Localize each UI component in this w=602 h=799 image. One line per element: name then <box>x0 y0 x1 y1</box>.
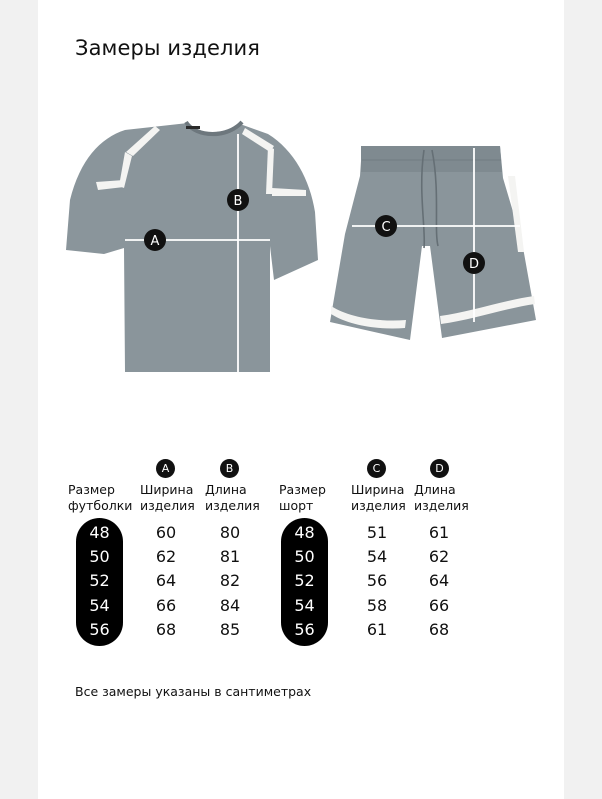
shirt-width-cell: 66 <box>155 596 177 615</box>
shirt-length-cell: 80 <box>219 523 241 542</box>
shorts-illustration <box>330 146 536 340</box>
shirt-length-header: Длина изделия <box>205 482 260 513</box>
shirt-width-cell: 68 <box>155 620 177 639</box>
shirt-width-cell: 64 <box>155 571 177 590</box>
marker-c-label: C <box>381 220 391 235</box>
shorts-size-cell: 54 <box>294 596 315 615</box>
shirt-width-cell: 62 <box>155 547 177 566</box>
shorts-length-cell: 61 <box>428 523 450 542</box>
header-badge-d: D <box>430 459 449 478</box>
tshirt-illustration <box>66 122 318 372</box>
shirt-size-column <box>76 518 123 646</box>
shorts-size-cell: 48 <box>294 523 315 542</box>
marker-b-label: B <box>233 194 243 209</box>
shorts-width-cell: 56 <box>366 571 388 590</box>
shorts-size-cell: 56 <box>294 620 315 639</box>
shirt-size-cell: 52 <box>89 571 110 590</box>
measure-marker-c <box>375 215 397 237</box>
shorts-length-cell: 66 <box>428 596 450 615</box>
page-title: Замеры изделия <box>75 36 261 60</box>
shorts-width-cell: 58 <box>366 596 388 615</box>
shorts-length-cell: 62 <box>428 547 450 566</box>
shorts-size-cell: 50 <box>294 547 315 566</box>
shorts-length-cell: 64 <box>428 571 450 590</box>
marker-a-label: A <box>150 234 160 249</box>
measure-marker-d <box>463 252 485 274</box>
shirt-size-cell: 50 <box>89 547 110 566</box>
shorts-width-cell: 54 <box>366 547 388 566</box>
shirt-length-cell: 84 <box>219 596 241 615</box>
header-badge-b: B <box>220 459 239 478</box>
shorts-size-cell: 52 <box>294 571 315 590</box>
shirt-length-cell: 82 <box>219 571 241 590</box>
shirt-width-cell: 60 <box>155 523 177 542</box>
shorts-size-header: Размер шорт <box>279 482 326 513</box>
header-badge-a: A <box>156 459 175 478</box>
header-badge-c: C <box>367 459 386 478</box>
shorts-width-cell: 51 <box>366 523 388 542</box>
measure-marker-a <box>144 229 166 251</box>
shorts-length-header: Длина изделия <box>414 482 469 513</box>
marker-d-label: D <box>468 257 480 272</box>
shorts-width-cell: 61 <box>366 620 388 639</box>
shirt-length-cell: 81 <box>219 547 241 566</box>
units-note: Все замеры указаны в сантиметрах <box>75 684 312 699</box>
shorts-size-column <box>281 518 328 646</box>
shirt-size-cell: 54 <box>89 596 110 615</box>
shirt-length-cell: 85 <box>219 620 241 639</box>
shirt-size-cell: 56 <box>89 620 110 639</box>
shirt-width-header: Ширина изделия <box>140 482 195 513</box>
shirt-size-header: Размер футболки <box>68 482 133 513</box>
shorts-length-cell: 68 <box>428 620 450 639</box>
shirt-size-cell: 48 <box>89 523 110 542</box>
measure-marker-b <box>227 189 249 211</box>
shorts-width-header: Ширина изделия <box>351 482 406 513</box>
